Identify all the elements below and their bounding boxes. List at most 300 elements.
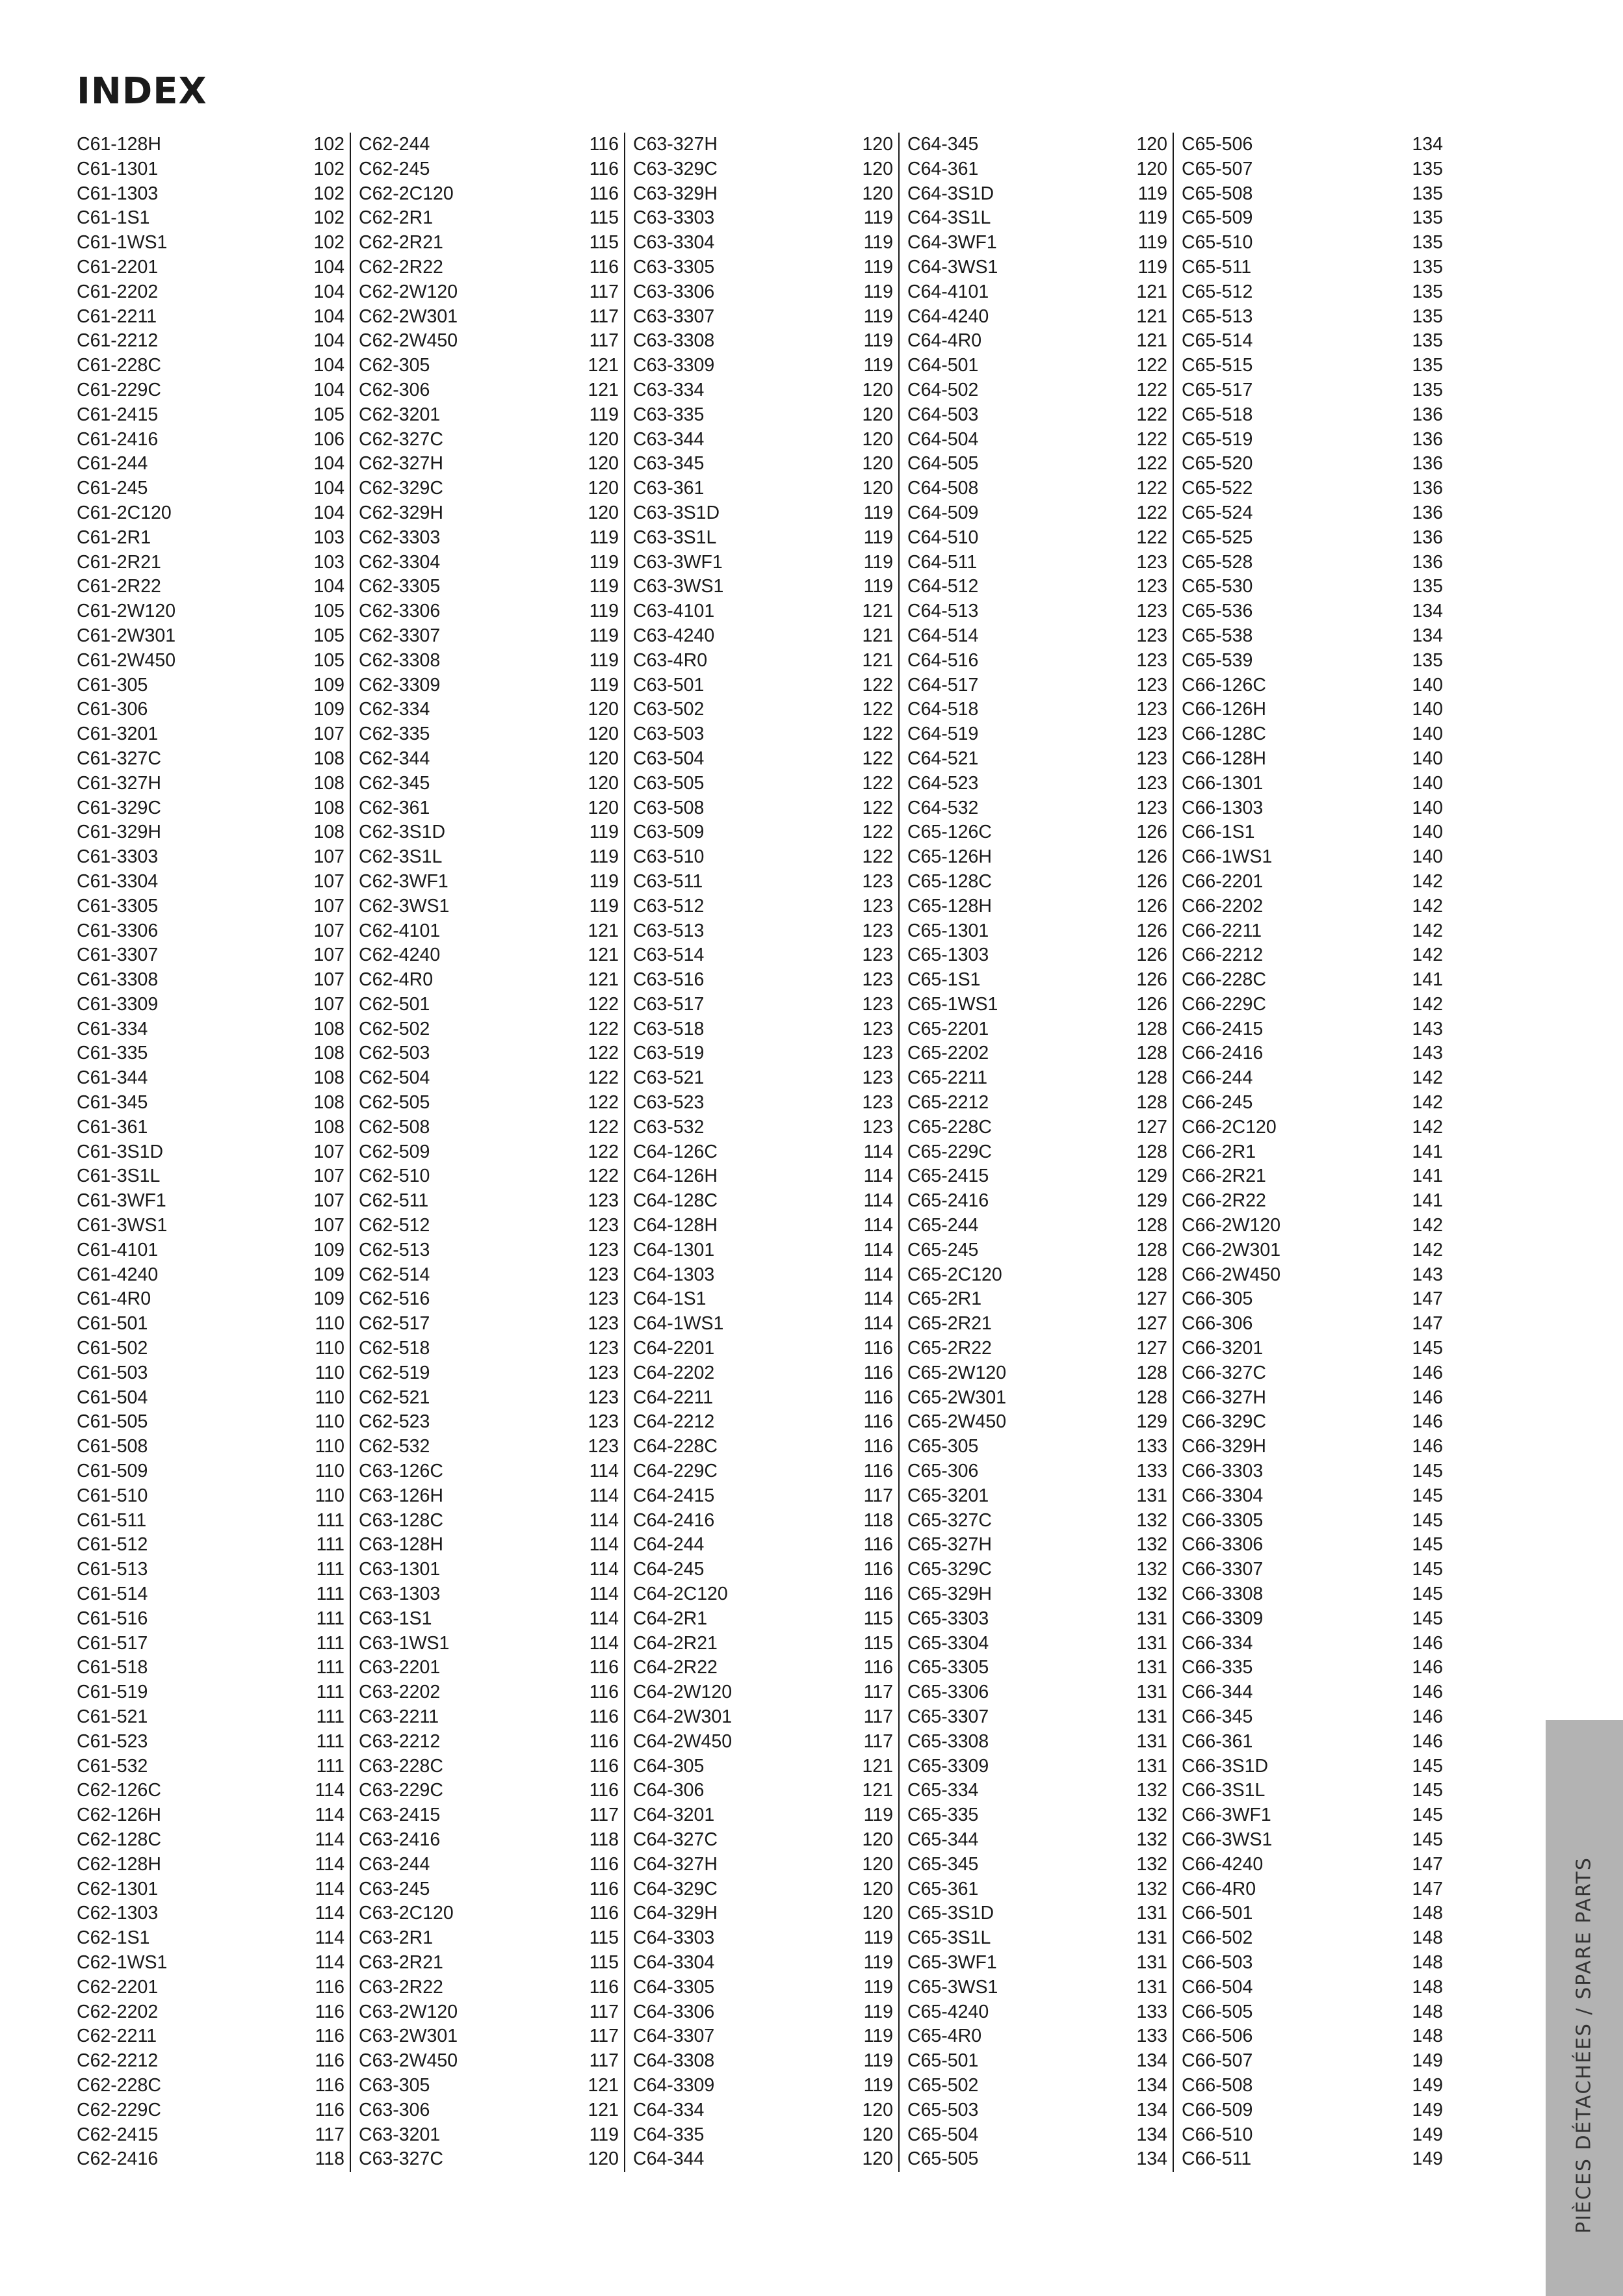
part-code: C62-334 xyxy=(359,699,430,720)
page-number: 142 xyxy=(1412,1215,1443,1236)
part-code: C62-3S1L xyxy=(359,846,443,868)
page-number: 111 xyxy=(316,1509,344,1531)
page-number: 121 xyxy=(862,649,893,671)
page-number: 134 xyxy=(1412,134,1443,155)
page-number: 104 xyxy=(313,256,344,278)
page-number: 128 xyxy=(1136,1141,1167,1162)
page-number: 119 xyxy=(863,232,893,254)
index-entry xyxy=(633,1263,893,1288)
part-code: C65-3304 xyxy=(907,1632,989,1654)
page-number: 119 xyxy=(589,674,619,696)
index-entry xyxy=(633,673,893,698)
part-code: C64-505 xyxy=(907,453,979,475)
part-code: C61-3S1L xyxy=(77,1166,161,1187)
page-number: 131 xyxy=(1136,1903,1167,1924)
page-number: 114 xyxy=(863,1141,893,1162)
part-code: C65-327H xyxy=(907,1534,992,1556)
part-code: C62-329C xyxy=(359,478,443,499)
index-entry xyxy=(1182,1459,1443,1484)
page-number: 111 xyxy=(316,1657,344,1678)
part-code: C63-513 xyxy=(633,920,705,941)
page-number: 142 xyxy=(1412,1239,1443,1260)
part-code: C65-520 xyxy=(1182,453,1253,475)
page-number: 110 xyxy=(315,1485,344,1506)
index-entry xyxy=(359,1976,619,2000)
index-entry xyxy=(359,1214,619,1238)
index-entry xyxy=(1182,476,1443,501)
page-number: 119 xyxy=(863,2026,893,2047)
page-number: 111 xyxy=(316,1706,344,1727)
index-entry xyxy=(1182,1140,1443,1165)
part-code: C64-516 xyxy=(907,649,979,671)
part-code: C65-244 xyxy=(907,1215,979,1236)
page-number: 107 xyxy=(313,846,344,868)
page-number: 116 xyxy=(315,1976,344,1998)
index-entry xyxy=(633,476,893,501)
page-number: 122 xyxy=(1136,478,1167,499)
part-code: C62-504 xyxy=(359,1067,430,1089)
part-code: C63-521 xyxy=(633,1067,705,1089)
page-number: 121 xyxy=(588,920,619,941)
page-number: 123 xyxy=(1136,772,1167,794)
page-number: 149 xyxy=(1412,2148,1443,2170)
page-number: 142 xyxy=(1412,945,1443,966)
index-entry xyxy=(1182,2098,1443,2123)
index-entry xyxy=(633,1656,893,1680)
index-entry xyxy=(633,772,893,796)
index-entry xyxy=(907,845,1167,870)
page-number: 119 xyxy=(589,625,619,646)
page-number: 121 xyxy=(588,2074,619,2096)
index-entry xyxy=(359,231,619,255)
page-number: 115 xyxy=(863,1608,893,1629)
page-number: 140 xyxy=(1412,772,1443,794)
part-code: C62-521 xyxy=(359,1387,430,1408)
page-number: 133 xyxy=(1136,1436,1167,1457)
part-code: C66-3307 xyxy=(1182,1559,1264,1580)
index-entry xyxy=(77,1189,344,1214)
page-number: 147 xyxy=(1412,1878,1443,1899)
index-entry xyxy=(77,2123,344,2148)
index-entry xyxy=(907,943,1167,968)
index-entry xyxy=(633,1041,893,1066)
page-number: 132 xyxy=(1136,1534,1167,1556)
part-code: C65-3306 xyxy=(907,1682,989,1703)
part-code: C65-2R21 xyxy=(907,1313,992,1335)
index-entry xyxy=(907,2123,1167,2148)
part-code: C63-329C xyxy=(633,158,718,179)
page-number: 120 xyxy=(588,772,619,794)
part-code: C65-510 xyxy=(1182,232,1253,254)
page-number: 123 xyxy=(862,1092,893,1114)
page-number: 132 xyxy=(1136,1829,1167,1850)
part-code: C66-327C xyxy=(1182,1362,1266,1383)
part-code: C64-521 xyxy=(907,748,979,769)
part-code: C66-2W450 xyxy=(1182,1264,1281,1285)
page-number: 123 xyxy=(862,895,893,917)
part-code: C65-128C xyxy=(907,870,992,892)
part-code: C63-126H xyxy=(359,1485,443,1506)
part-code: C64-517 xyxy=(907,674,979,696)
index-entry xyxy=(907,206,1167,231)
part-code: C66-1303 xyxy=(1182,797,1264,818)
part-code: C65-128H xyxy=(907,895,992,917)
page-number: 123 xyxy=(588,1264,619,1285)
part-code: C64-2R22 xyxy=(633,1657,718,1678)
part-code: C62-2W450 xyxy=(359,330,458,352)
page-number: 145 xyxy=(1412,1461,1443,1482)
page-number: 117 xyxy=(589,281,619,302)
index-entry xyxy=(77,845,344,870)
part-code: C61-361 xyxy=(77,1116,148,1138)
page-number: 114 xyxy=(589,1584,619,1605)
index-entry xyxy=(359,870,619,894)
part-code: C65-3S1L xyxy=(907,1927,991,1949)
part-code: C62-514 xyxy=(359,1264,430,1285)
page-number: 135 xyxy=(1412,649,1443,671)
page-number: 136 xyxy=(1412,551,1443,573)
index-entry xyxy=(77,1263,344,1288)
index-entry xyxy=(1182,1582,1443,1607)
part-code: C61-505 xyxy=(77,1411,148,1433)
page-number: 122 xyxy=(1136,428,1167,450)
page-number: 148 xyxy=(1412,1976,1443,1998)
part-code: C65-3307 xyxy=(907,1706,989,1727)
index-entry xyxy=(77,1877,344,1902)
part-code: C63-512 xyxy=(633,895,705,917)
part-code: C61-1S1 xyxy=(77,207,150,229)
part-code: C63-327H xyxy=(633,134,718,155)
index-entry xyxy=(633,747,893,772)
index-entry xyxy=(907,280,1167,305)
page-number: 102 xyxy=(313,232,344,254)
page-number: 123 xyxy=(1136,551,1167,573)
part-code: C63-3303 xyxy=(633,207,715,229)
page-number: 103 xyxy=(313,551,344,573)
page-number: 120 xyxy=(588,724,619,745)
part-code: C65-508 xyxy=(1182,183,1253,204)
part-code: C65-2W120 xyxy=(907,1362,1007,1383)
page-number: 115 xyxy=(589,232,619,254)
page-number: 110 xyxy=(315,1338,344,1359)
part-code: C62-3307 xyxy=(359,625,441,646)
index-entry xyxy=(77,575,344,599)
index-entry xyxy=(359,1509,619,1533)
index-entry xyxy=(1182,575,1443,599)
index-entry xyxy=(633,698,893,722)
index-entry xyxy=(359,1164,619,1189)
part-code: C61-128H xyxy=(77,134,161,155)
page-number: 119 xyxy=(1137,183,1167,204)
index-entry xyxy=(1182,1926,1443,1951)
index-entry xyxy=(907,1632,1167,1656)
page-number: 133 xyxy=(1136,2001,1167,2022)
part-code: C65-522 xyxy=(1182,478,1253,499)
page-number: 123 xyxy=(862,993,893,1015)
part-code: C62-126H xyxy=(77,1805,161,1826)
part-code: C65-511 xyxy=(1182,256,1252,278)
page-number: 129 xyxy=(1136,1190,1167,1212)
page-number: 119 xyxy=(863,502,893,523)
part-code: C62-3305 xyxy=(359,576,441,597)
page-number: 122 xyxy=(588,1141,619,1162)
part-code: C62-503 xyxy=(359,1043,430,1064)
index-entry xyxy=(633,1410,893,1435)
page-number: 136 xyxy=(1412,502,1443,523)
page-number: 123 xyxy=(862,1043,893,1064)
index-entry xyxy=(77,599,344,624)
page-number: 140 xyxy=(1412,699,1443,720)
index-entry xyxy=(1182,1853,1443,1877)
page-number: 119 xyxy=(589,895,619,917)
part-code: C64-3WF1 xyxy=(907,232,997,254)
index-entry xyxy=(77,1853,344,1877)
index-entry xyxy=(907,329,1167,354)
page-number: 123 xyxy=(1136,748,1167,769)
page-number: 108 xyxy=(313,1018,344,1039)
index-entry xyxy=(907,255,1167,280)
index-entry xyxy=(359,673,619,698)
page-number: 119 xyxy=(589,2124,619,2145)
part-code: C64-245 xyxy=(633,1559,705,1580)
index-entry xyxy=(633,599,893,624)
index-entry xyxy=(359,1312,619,1337)
index-entry xyxy=(633,624,893,649)
index-entry xyxy=(1182,943,1443,968)
index-entry xyxy=(77,968,344,993)
page-number: 110 xyxy=(315,1362,344,1383)
part-code: C64-327H xyxy=(633,1853,718,1875)
page-number: 120 xyxy=(862,158,893,179)
index-entry xyxy=(77,280,344,305)
part-code: C63-501 xyxy=(633,674,705,696)
index-entry xyxy=(77,551,344,575)
index-entry xyxy=(907,1705,1167,1730)
page-number: 131 xyxy=(1136,1976,1167,1998)
index-entry xyxy=(77,2049,344,2074)
index-entry xyxy=(633,1140,893,1165)
part-code: C63-523 xyxy=(633,1092,705,1114)
page-number: 117 xyxy=(589,330,619,352)
index-entry xyxy=(633,501,893,526)
index-entry xyxy=(633,378,893,403)
part-code: C62-2202 xyxy=(77,2001,159,2022)
part-code: C65-515 xyxy=(1182,355,1253,376)
index-entry xyxy=(633,2024,893,2049)
index-entry xyxy=(77,1680,344,1705)
part-code: C66-345 xyxy=(1182,1706,1253,1727)
page-number: 136 xyxy=(1412,527,1443,548)
page-number: 146 xyxy=(1412,1632,1443,1654)
index-entry xyxy=(77,1828,344,1853)
index-entry xyxy=(1182,993,1443,1017)
page-number: 116 xyxy=(863,1338,893,1359)
page-number: 128 xyxy=(1136,1067,1167,1089)
index-entry xyxy=(907,526,1167,551)
index-entry xyxy=(633,722,893,747)
part-code: C65-536 xyxy=(1182,601,1253,622)
part-code: C62-501 xyxy=(359,993,430,1015)
part-code: C63-4101 xyxy=(633,601,715,622)
index-entry xyxy=(77,698,344,722)
page-number: 119 xyxy=(863,256,893,278)
index-entry xyxy=(1182,1435,1443,1459)
page-number: 116 xyxy=(589,1755,619,1777)
part-code: C63-514 xyxy=(633,945,705,966)
part-code: C61-3201 xyxy=(77,724,159,745)
part-code: C65-229C xyxy=(907,1141,992,1162)
page-number: 108 xyxy=(313,1116,344,1138)
index-entry xyxy=(77,919,344,944)
index-entry xyxy=(1182,870,1443,894)
part-code: C62-517 xyxy=(359,1313,430,1335)
index-entry xyxy=(77,206,344,231)
index-column xyxy=(1174,133,1448,2172)
page-number: 120 xyxy=(862,404,893,425)
part-code: C62-505 xyxy=(359,1092,430,1114)
page-number: 126 xyxy=(1136,945,1167,966)
page-number: 123 xyxy=(588,1436,619,1457)
index-entry xyxy=(1182,2000,1443,2025)
part-code: C65-126C xyxy=(907,822,992,843)
index-entry xyxy=(1182,747,1443,772)
index-entry xyxy=(77,772,344,796)
page-number: 119 xyxy=(589,870,619,892)
page-number: 114 xyxy=(315,1780,344,1801)
part-code: C65-509 xyxy=(1182,207,1253,229)
index-entry xyxy=(907,476,1167,501)
page-number: 109 xyxy=(313,1288,344,1310)
page-number: 119 xyxy=(589,551,619,573)
page-number: 142 xyxy=(1412,1067,1443,1089)
part-code: C65-2212 xyxy=(907,1092,989,1114)
part-code: C64-502 xyxy=(907,379,979,400)
part-code: C65-538 xyxy=(1182,625,1253,646)
index-entry xyxy=(633,796,893,821)
index-entry xyxy=(633,1779,893,1803)
part-code: C65-3309 xyxy=(907,1755,989,1777)
index-entry xyxy=(359,526,619,551)
page-number: 126 xyxy=(1136,993,1167,1015)
page-number: 104 xyxy=(313,379,344,400)
index-entry xyxy=(359,1705,619,1730)
index-entry xyxy=(633,1705,893,1730)
page-number: 104 xyxy=(313,478,344,499)
index-entry xyxy=(1182,1312,1443,1337)
page-number: 110 xyxy=(315,1436,344,1457)
part-code: C62-3S1D xyxy=(359,822,446,843)
page-number: 116 xyxy=(315,2099,344,2120)
part-code: C61-2415 xyxy=(77,404,159,425)
page-number: 105 xyxy=(313,601,344,622)
part-code: C64-128H xyxy=(633,1215,718,1236)
part-code: C64-3306 xyxy=(633,2001,715,2022)
index-entry xyxy=(907,1164,1167,1189)
page-number: 102 xyxy=(313,183,344,204)
index-entry xyxy=(359,1803,619,1828)
index-entry xyxy=(77,1509,344,1533)
part-code: C61-3S1D xyxy=(77,1141,164,1162)
index-entry xyxy=(359,1287,619,1312)
page-number: 146 xyxy=(1412,1387,1443,1408)
part-code: C61-1WS1 xyxy=(77,232,168,254)
part-code: C64-3S1D xyxy=(907,183,994,204)
page-number: 122 xyxy=(588,1166,619,1187)
page-number: 116 xyxy=(315,2001,344,2022)
page-number: 120 xyxy=(862,1853,893,1875)
page-number: 133 xyxy=(1136,1461,1167,1482)
part-code: C62-344 xyxy=(359,748,430,769)
part-code: C61-4101 xyxy=(77,1239,159,1260)
page-number: 121 xyxy=(588,379,619,400)
index-column xyxy=(625,133,900,2172)
page-number: 116 xyxy=(589,256,619,278)
part-code: C63-2416 xyxy=(359,1829,441,1850)
part-code: C65-525 xyxy=(1182,527,1253,548)
index-entry xyxy=(633,2147,893,2172)
page-number: 122 xyxy=(588,993,619,1015)
part-code: C61-521 xyxy=(77,1706,148,1727)
part-code: C64-244 xyxy=(633,1534,705,1556)
index-entry xyxy=(907,1066,1167,1091)
part-code: C64-519 xyxy=(907,724,979,745)
index-entry xyxy=(359,2098,619,2123)
index-entry xyxy=(633,1607,893,1632)
page-number: 114 xyxy=(589,1509,619,1531)
page-number: 119 xyxy=(863,207,893,229)
page-number: 131 xyxy=(1136,1608,1167,1629)
part-code: C61-4R0 xyxy=(77,1288,151,1310)
index-entry xyxy=(359,575,619,599)
part-code: C66-245 xyxy=(1182,1092,1253,1114)
index-entry xyxy=(1182,624,1443,649)
part-code: C62-1303 xyxy=(77,1903,159,1924)
index-entry xyxy=(359,1558,619,1582)
part-code: C61-509 xyxy=(77,1461,148,1482)
page-number: 111 xyxy=(316,1534,344,1556)
page-number: 120 xyxy=(862,478,893,499)
index-entry xyxy=(77,1755,344,1779)
part-code: C62-2C120 xyxy=(359,183,454,204)
index-entry xyxy=(633,1803,893,1828)
page-number: 107 xyxy=(313,920,344,941)
page-number: 146 xyxy=(1412,1411,1443,1433)
page-number: 121 xyxy=(588,945,619,966)
page-number: 114 xyxy=(315,1805,344,1826)
index-entry xyxy=(1182,1484,1443,1509)
index-entry xyxy=(1182,2024,1443,2049)
index-entry xyxy=(1182,1755,1443,1779)
index-entry xyxy=(1182,796,1443,821)
part-code: C66-4240 xyxy=(1182,1853,1264,1875)
index-entry xyxy=(907,1533,1167,1558)
index-entry xyxy=(633,1632,893,1656)
part-code: C61-345 xyxy=(77,1092,148,1114)
index-entry xyxy=(1182,182,1443,207)
page-number: 134 xyxy=(1136,2050,1167,2072)
part-code: C61-501 xyxy=(77,1313,148,1335)
page-number: 120 xyxy=(588,2148,619,2170)
index-entry xyxy=(1182,1828,1443,1853)
index-entry xyxy=(633,1582,893,1607)
part-code: C61-511 xyxy=(77,1509,147,1531)
part-code: C64-503 xyxy=(907,404,979,425)
part-code: C62-2201 xyxy=(77,1976,159,1998)
index-entry xyxy=(907,1755,1167,1779)
page-number: 119 xyxy=(589,576,619,597)
part-code: C62-335 xyxy=(359,724,430,745)
page-number: 123 xyxy=(862,1018,893,1039)
